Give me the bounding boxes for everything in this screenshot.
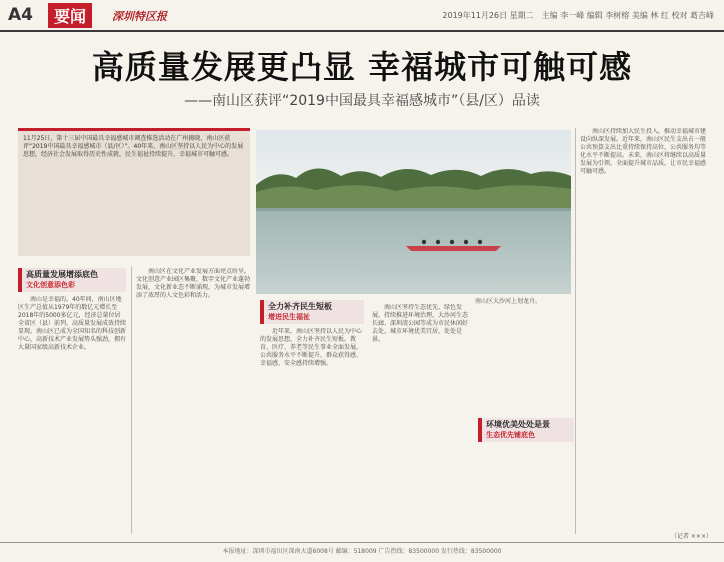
section-label: 要闻 — [48, 3, 92, 28]
intro-box — [18, 128, 250, 256]
photo-caption: 南山区大沙河上划龙舟。 — [475, 298, 542, 305]
body-column-1-text: 南山是幸福的。40年间，南山区地区生产总值从1979年的数亿元增长至2018年的5000多亿元，经济总量位居全省区（县）前列，高质量发展成效持续显现。南山区已成为全国知名的科技创新中心，高新技术产业发展势头强劲，拥有大量国家级高新技术企业。 — [18, 296, 126, 351]
section-heading-3 — [478, 418, 574, 442]
headline: 高质量发展更凸显 幸福城市可触可感 — [91, 48, 633, 86]
dateline: 2019年11月26日 星期二 主编 李一峰 编辑 李树榕 美编 林 红 校对 葛吉峰 — [442, 11, 714, 20]
section-heading-1-line2: 文化创意添色彩 — [26, 281, 75, 289]
section-heading-2-line1: 全力补齐民生短板 — [268, 302, 332, 311]
page-header — [0, 0, 724, 32]
body-column-4 — [372, 304, 472, 532]
section-heading-1 — [18, 268, 126, 292]
right-column — [580, 128, 708, 538]
body-column-4-text: 南山区坚持生态优先、绿色发展，持续推进环境治理，大沙河生态长廊、深圳湾公园等成为市民休闲好去处，城市环境优美宜居，处处是景。 — [372, 304, 469, 343]
body-column-3-text: 近年来，南山区坚持以人民为中心的发展思想，全力补齐民生短板。教育、医疗、养老等民生事业全面发展，公共服务水平不断提升，群众获得感、幸福感、安全感持续增强。 — [260, 328, 363, 367]
section-heading-2 — [260, 300, 364, 324]
body-column-3 — [260, 328, 364, 532]
column-divider — [131, 266, 132, 534]
body-column-2 — [136, 268, 254, 532]
intro-text: 11月25日，第十三届中国最具幸福感城市调查推选活动在广州揭晓，南山区获评“2019中国最具幸福感城市（县/区）”。40年来，南山区坚持以人民为中心的发展思想，经济社会发展取得历史性成就，民生福祉持续提升，幸福城市可触可感。 — [23, 135, 244, 158]
body-column-2-text: 南山区在文化产业发展方面亮点纷呈，文化创意产业园区集聚，数字文化产业蓬勃发展，文化新业态不断涌现，为城市发展增添了浓厚的人文色彩和活力。 — [136, 268, 251, 299]
dragon-boat-photo-image — [256, 130, 571, 294]
section-heading-2-line2: 增进民生福祉 — [268, 313, 310, 321]
right-column-divider — [575, 128, 576, 534]
river-photo — [256, 130, 571, 294]
section-heading-3-line2: 生态优先铺底色 — [486, 431, 535, 439]
section-heading-3-line1: 环境优美处处是景 — [486, 420, 550, 429]
body-column-1 — [18, 296, 126, 532]
page-number: A4 — [8, 5, 33, 25]
subheadline: ——南山区获评“2019中国最具幸福感城市”（县/区）品读 — [184, 93, 540, 109]
byline: （记者 ×××） — [671, 533, 712, 540]
page-footer: 本报地址：深圳市福田区深南大道6008号 邮编：518009 广告热线：83500000 发行热线：83500000 — [0, 542, 724, 562]
right-column-text: 南山区持续加大民生投入，推动幸福城市建设向纵深发展。近年来，南山区民生支出占一般公共预算支出比重持续保持高位，公共服务均等化水平不断提高。未来，南山区将继续以高质量发展为引领，全面提升城市品质，让市民幸福感可触可感。 — [580, 128, 707, 175]
paper-name: 深圳特区报 — [112, 10, 167, 23]
section-heading-1-line1: 高质量发展增添底色 — [26, 270, 98, 279]
